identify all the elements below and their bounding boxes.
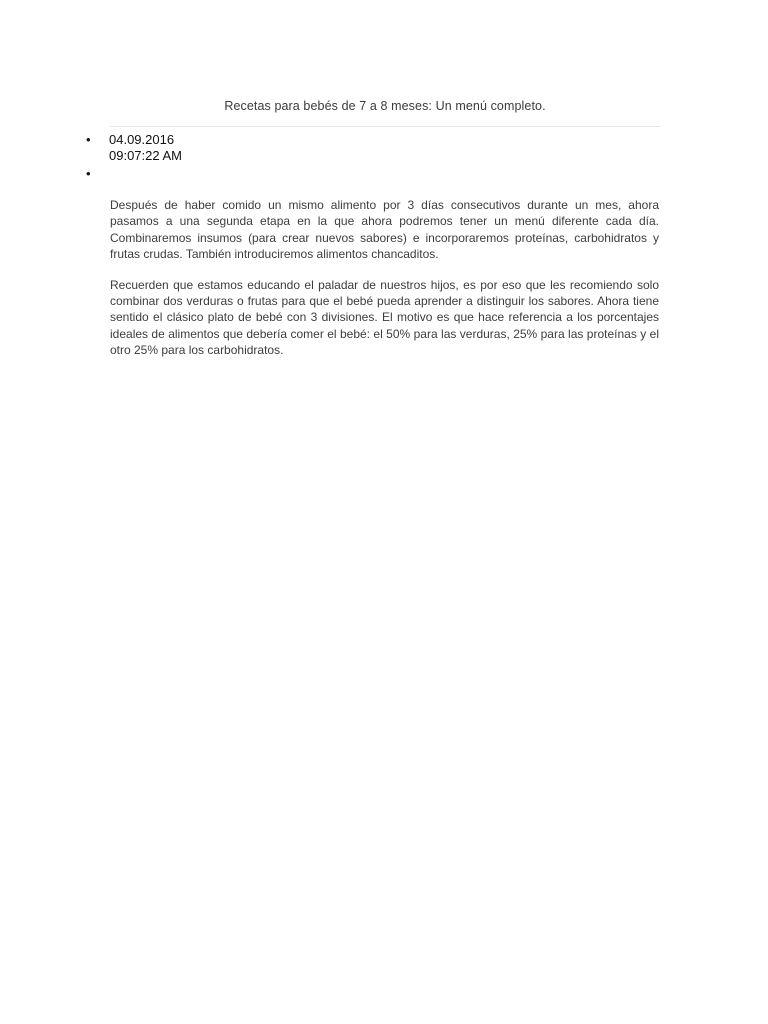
document-title: Recetas para bebés de 7 a 8 meses: Un menú completo. xyxy=(224,99,546,113)
post-time: 09:07:22 AM xyxy=(109,148,182,163)
metadata-list xyxy=(86,132,386,182)
list-item-empty xyxy=(86,166,386,182)
post-date: 04.09.2016 xyxy=(109,132,175,147)
paragraph: Después de haber comido un mismo alimento por 3 días consecutivos durante un mes, ahora pasamos a una segunda etapa en la que ahora podremos tener un menú diferente cada día. Combinaremos insumos (para crear nuevos sabores) e incorporaremos proteínas, carbohidratos y frutas crudas. También introduciremos alimentos chancaditos. xyxy=(110,198,659,262)
article-body xyxy=(110,197,659,373)
bullet-icon: • xyxy=(86,132,91,147)
title-divider xyxy=(110,126,660,127)
bullet-icon: • xyxy=(86,166,91,181)
list-item-datetime xyxy=(86,132,386,164)
paragraph: Recuerden que estamos educando el paladar de nuestros hijos, es por eso que les recomiendo solo combinar dos verduras o frutas para que el bebé pueda aprender a distinguir los sabores. Ahora tiene sentido el clásico plato de bebé con 3 divisiones. El motivo es que hace referencia a los porcentajes ideales de alimentos que debería comer el bebé: el 50% para las verduras, 25% para las proteínas y el otro 25% para los carbohidratos. xyxy=(110,277,659,358)
